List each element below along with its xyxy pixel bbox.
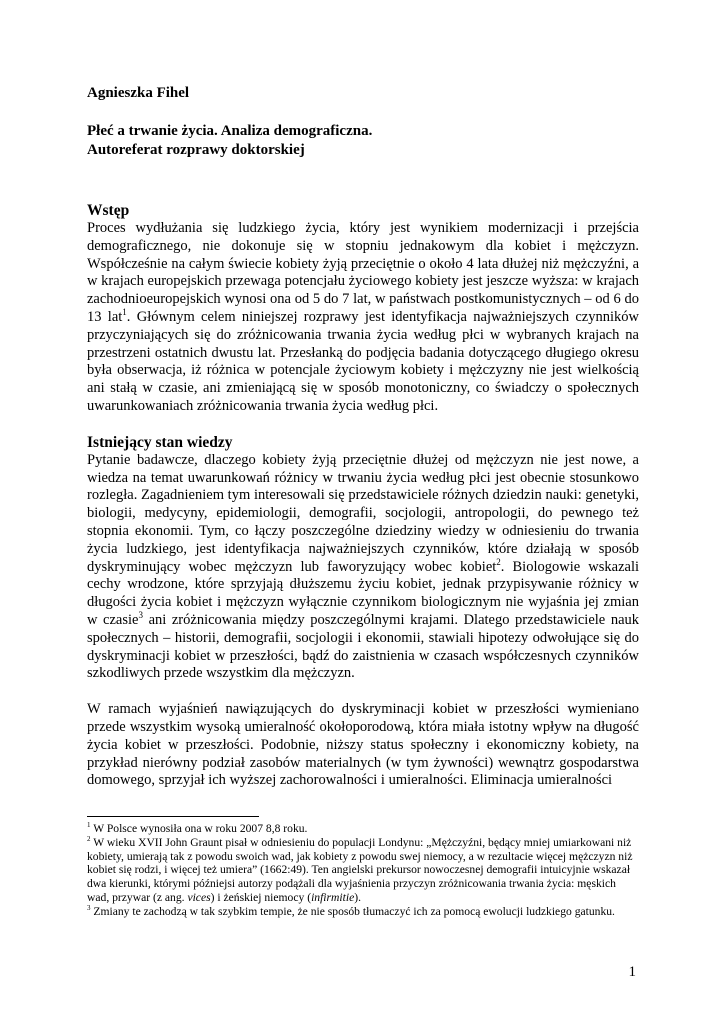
document-title bbox=[87, 122, 639, 160]
paragraph-gap bbox=[87, 683, 639, 701]
footnote-number-1: 1 bbox=[87, 821, 91, 830]
title-line-2: Autoreferat rozprawy doktorskiej bbox=[87, 142, 305, 158]
footnote-divider bbox=[87, 816, 259, 817]
document-body bbox=[87, 84, 639, 807]
footnote-number-2: 2 bbox=[87, 834, 91, 843]
footnote-text-2c: ). bbox=[354, 890, 361, 904]
footnote-ref-3: 3 bbox=[138, 610, 143, 621]
footnote-ref-2: 2 bbox=[496, 556, 501, 567]
footnotes bbox=[87, 816, 639, 919]
footnote-text-2a: W wieku XVII John Graunt pisał w odniesieniu do populacji Londynu: „Mężczyźni, będący mniej umiarkowani niż kobiety, umierają tak z powodu swoich wad, jak kobiety z powodu swej niemocy, a w rezultacie więcej mężczyzn niż kobiet się rodzi, i więcej też umiera” (1662:49). Ten angielski prekursor nowoczesnej demografii intuicyjnie wskazał dwa kierunki, którymi późniejsi autorzy podążali dla wyjaśnienia przyczyn zróżnicowania trwania życia: męskich wad, przywar (z ang. bbox=[87, 835, 633, 904]
section-heading-intro: Wstęp bbox=[87, 202, 130, 219]
page-number: 1 bbox=[628, 964, 636, 980]
state-text-a: Pytanie badawcze, dlaczego kobiety żyją przeciętnie dłużej od mężczyzn nie jest nowe, a wiedza na temat uwarunkowań różnicy w trwaniu życia według płci jest obecnie stosunkowo rozległa. Zagadnieniem tym interesowali się przedstawiciele różnych dziedzin nauki: genetyki, biologii, medycyny, epidemiologii, demografii, socjologii, antropologii, do pewnego też stopnia ekonomii. Tym, co łączy poszczególne dziedziny wiedzy w odniesieniu do trwania życia ludzkiego, jest identyfikacja najważniejszych czynników, które działają w sposób dyskryminujący wobec mężczyzn lub faworyzujący wobec kobiet bbox=[87, 451, 639, 575]
footnote-3 bbox=[87, 905, 639, 919]
state-text-b: . Biologowie wskazali cechy wrodzone, które sprzyjają dłuższemu życiu kobiet, jednak przypisywanie różnicy w długości życia kobiet i mężczyzn wyłącznie czynnikom biologicznym nie wyjaśnia jej zmian w czasie bbox=[87, 558, 639, 628]
intro-text-b: . Głównym celem niniejszej rozprawy jest identyfikacja najważniejszych czynników przyczyniających się do zróżnicowania trwania życia według płci w wybranych krajach na przestrzeni ostatnich dwustu lat. Przesłanką do podjęcia badania dotyczącego długiego okresu była obserwacja, iż różnica w potencjale życiowym kobiety i mężczyzny nie jest wielkością ani stałą w czasie, ani zmieniającą się w sposób monotoniczny, co świadczy o społecznych uwarunkowaniach zróżnicowania trwania życia według płci. bbox=[87, 308, 639, 414]
footnote-ref-1: 1 bbox=[122, 307, 127, 318]
footnote-number-3: 3 bbox=[87, 903, 91, 912]
section-state-of-knowledge bbox=[87, 433, 639, 790]
footnote-text-1: W Polsce wynosiła ona w roku 2007 8,8 roku. bbox=[93, 822, 308, 835]
footnote-italic-vices: vices bbox=[187, 890, 211, 904]
state-text-c: ani zróżnicowania między poszczególnymi krajami. Dlatego przedstawiciele nauk społecznych – historii, demografii, socjologii i ekonomii, stawiali hipotezy odwołujące się do dyskryminacji kobiet w przeszłości, bądź do zaistnienia w czasach współczesnych czynników szkodliwych przede wszystkim dla mężczyzn. bbox=[87, 611, 639, 682]
footnote-italic-infirmitie: infirmitie bbox=[311, 890, 355, 904]
state-paragraph-2: W ramach wyjaśnień nawiązujących do dyskryminacji kobiet w przeszłości wymieniano przede wszystkim wysoką umieralność okołoporodową, która miała istotny wpływ na długość życia kobiet w przeszłości. Podobnie, niższy status społeczny i ekonomiczny kobiety, na przykład nierówny podział zasobów materialnych (w tym żywności) wewnątrz gospodarstwa domowego, sprzyjał ich wyższej zachorowalności i umieralności. Eliminacja umieralności bbox=[87, 701, 639, 789]
section-heading-state: Istniejący stan wiedzy bbox=[87, 433, 233, 451]
title-line-1: Płeć a trwanie życia. Analiza demograficzna. bbox=[87, 123, 373, 139]
section-intro bbox=[87, 201, 639, 416]
author-name: Agnieszka Fihel bbox=[87, 85, 190, 101]
intro-paragraph bbox=[87, 220, 639, 416]
footnote-2 bbox=[87, 836, 639, 905]
state-paragraph-1 bbox=[87, 452, 639, 683]
footnote-text-3: Zmiany te zachodzą w tak szybkim tempie, że nie sposób tłumaczyć ich za pomocą ewolucji ludzkiego gatunku. bbox=[93, 904, 615, 918]
footnote-1 bbox=[87, 822, 639, 836]
intro-text-a: Proces wydłużania się ludzkiego życia, który jest wynikiem modernizacji i przejścia demograficznego, nie dokonuje się w stopniu jednakowym dla kobiet i mężczyzn. Współcześnie na całym świecie kobiety żyją przeciętnie o około 4 lata dłużej niż mężczyźni, a w krajach europejskich przewaga potencjału życiowego kobiety jest jeszcze wyższa: w krajach zachodnioeuropejskich wynosi ona od 5 do 7 lat, w państwach postkomunistycznych – od 6 do 13 lat bbox=[87, 220, 639, 325]
footnote-text-2b: ) i żeńskiej niemocy ( bbox=[210, 890, 312, 904]
